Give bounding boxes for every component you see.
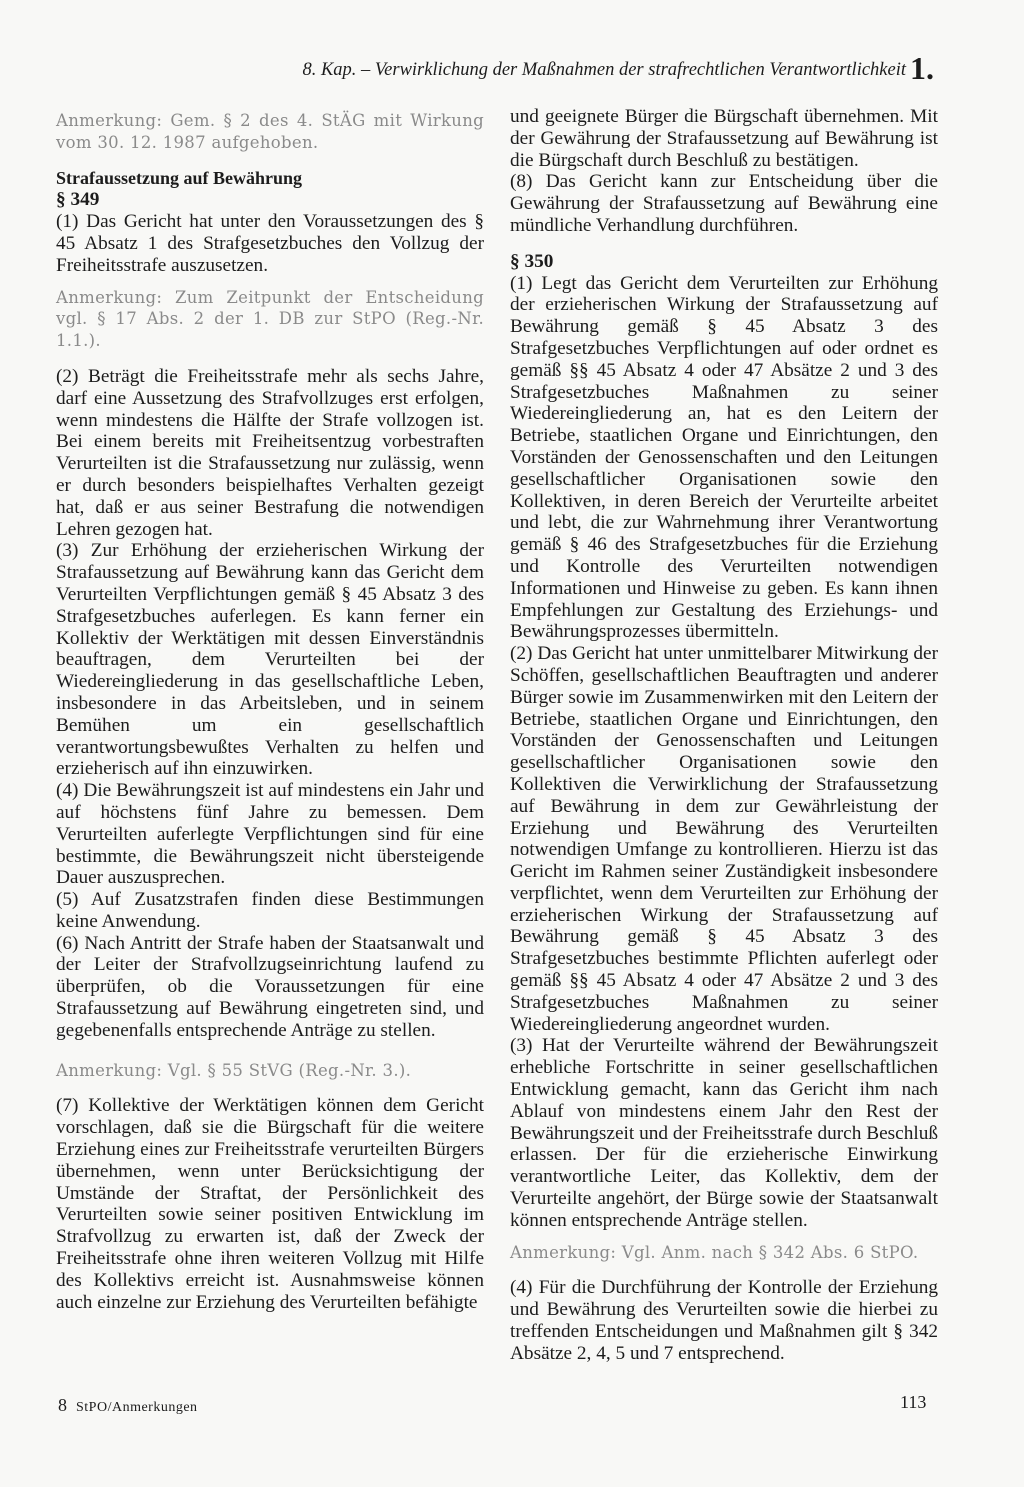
running-title: 8. Kap. – Verwirklichung der Maßnahmen der strafrechtlichen Verantwortlichkeit xyxy=(302,60,906,80)
annotation-note: Anmerkung: Vgl. § 55 StVG (Reg.-Nr. 3.). xyxy=(56,1060,412,1080)
paragraph-349-6: (6) Nach Antritt der Strafe haben der Staatsanwalt und der Leiter der Strafvollzugseinrichtung laufend zu überprüfen, ob die Voraussetzungen für eine Strafaussetzung auf Bewährung eingetreten sind, und gegebenenfalls entsprechende Anträge zu stellen. xyxy=(56,932,484,1041)
signature-text: StPO/Anmerkungen xyxy=(76,1400,198,1415)
paragraph-349-3: (3) Zur Erhöhung der erzieherischen Wirkung der Strafaussetzung auf Bewährung kann das Gericht dem Verurteilten Verpflichtungen gemäß § 45 Absatz 3 des Strafgesetzbuches auferlegen. Es kann ferner ein Kollektiv der Werktätigen mit dessen Einverständnis beauftragen, dem Verurteilten bei der Wiedereingliederung in das gesellschaftliche Leben, insbesondere in das Arbeitsleben, und in seinem Bemühen um ein gesellschaftlich verantwortungsbewußtes Verhalten zu helfen und erzieherisch auf ihn einzuwirken. xyxy=(56,540,484,780)
annotation-note: Anmerkung: Vgl. Anm. nach § 342 Abs. 6 StPO. xyxy=(510,1242,919,1262)
paragraph-350-1: (1) Legt das Gericht dem Verurteilten zur Erhöhung der erzieherischen Wirkung der Strafaussetzung auf Bewährung gemäß § 45 Absatz 3 des Strafgesetzbuches Verpflichtungen auf oder ordnet es gemäß §§ 45 Absatz 4 oder 47 Absätze 2 und 3 des Strafgesetzbuches Maßnahmen zu seiner Wiedereingliederung an, hat es den Leitern der Betriebe, staatlichen Organe und Einrichtungen, den Vorständen der Genossenschaften und den Leitungen gesellschaftlicher Organisationen sowie den Kollektiven, in deren Bereich der Verurteilte arbeitet und lebt, die zur Wahrnehmung ihrer Verantwortung gemäß § 46 des Strafgesetzbuches für die Erziehung und Kontrolle des Verurteilten notwendigen Informationen und Hinweise zu geben. Es kann ihnen Empfehlungen zur Gestaltung des Erziehungs- und Bewährungsprozesses übermitteln. xyxy=(510,272,938,643)
paragraph-349-2: (2) Beträgt die Freiheitsstrafe mehr als sechs Jahre, darf eine Aussetzung des Strafvollzuges erst erfolgen, wenn mindestens die Hälfte der Strafe vollzogen ist. Bei einem bereits mit Freiheitsentzug vorbestraften Verurteilten ist die Strafaussetzung nur zulässig, wenn er durch besonders beispielhaftes Verhalten gezeigt hat, daß er aus seiner Bestrafung die notwendigen Lehren gezogen hat. xyxy=(56,365,484,540)
paragraph-349-8: (8) Das Gericht kann zur Entscheidung über die Gewährung der Strafaussetzung auf Bewährung eine mündliche Verhandlung durchführen. xyxy=(510,171,938,236)
left-column xyxy=(56,106,484,1313)
page-number: 113 xyxy=(900,1392,927,1412)
paragraph-349-7-continued: und geeignete Bürger die Bürgschaft übernehmen. Mit der Gewährung der Strafaussetzung auf Bewährung ist die Bürgschaft durch Beschluß zu bestätigen. xyxy=(510,106,938,171)
paragraph-350-2: (2) Das Gericht hat unter unmittelbarer Mitwirkung der Schöffen, gesellschaftlichen Beauftragten und anderer Bürger sowie im Zusammenwirken mit den Leitern der Betriebe, staatlichen Organe und Einrichtungen, den Vorständen der Genossenschaften und Leitungen gesellschaftlicher Organisationen sowie den Kollektiven die Verwirklichung der Strafaussetzung auf Bewährung in dem zur Gewährleistung der Erziehung und Bewährung des Verurteilten notwendigen Umfange zu kontrollieren. Hierzu ist das Gericht im Rahmen seiner Zuständigkeit insbesondere verpflichtet, wenn dem Verurteilten zur Erhöhung der erzieherischen Wirkung der Strafaussetzung auf Bewährung gemäß § 45 Absatz 3 des Strafgesetzbuches bestimmte Pflichten auferlegt oder gemäß §§ 45 Absatz 4 oder 47 Absätze 2 und 3 des Strafgesetzbuches Maßnahmen zu seiner Wiedereingliederung angeordnet wurden. xyxy=(510,643,938,1035)
section-number-350: § 350 xyxy=(510,250,554,272)
chapter-number: 1. xyxy=(910,50,934,86)
annotation-note: Anmerkung: Gem. § 2 des 4. StÄG mit Wirkung vom 30. 12. 1987 aufgehoben. xyxy=(56,111,484,152)
section-number-349: § 349 xyxy=(56,189,100,211)
signature-mark xyxy=(58,1395,198,1416)
annotation-note: Anmerkung: Zum Zeitpunkt der Entscheidung vgl. § 17 Abs. 2 der 1. DB zur StPO (Reg.-Nr. 1.1.). xyxy=(56,287,484,351)
paragraph-350-3: (3) Hat der Verurteilte während der Bewährungszeit erhebliche Fortschritte in seiner gesellschaftlichen Entwicklung gemacht, kann das Gericht ihm nach Ablauf von mindestens einem Jahr den Rest der Bewährungszeit und der Freiheitsstrafe durch Beschluß erlassen. Der für die erzieherische Einwirkung verantwortliche Leiter, das Kollektiv, dem der Verurteilte angehört, der Bürge sowie der Staatsanwalt können entsprechende Anträge stellen. xyxy=(510,1035,938,1231)
paragraph-349-1: (1) Das Gericht hat unter den Voraussetzungen des § 45 Absatz 1 des Strafgesetzbuches den Vollzug der Freiheitsstrafe auszusetzen. xyxy=(56,211,484,276)
right-column xyxy=(510,106,938,1365)
section-heading: Strafaussetzung auf Bewährung xyxy=(56,167,303,188)
paragraph-349-7: (7) Kollektive der Werktätigen können dem Gericht vorschlagen, daß sie die Bürgschaft für die weitere Erziehung eines zur Freiheitsstrafe verurteilten Bürgers übernehmen, wenn unter Berücksichtigung der Umstände der Straftat, der Persönlichkeit des Verurteilten sowie seiner positiven Entwicklung im Strafvollzug zu erwarten ist, daß der Zweck der Freiheitsstrafe ohne ihren weiteren Vollzug mit Hilfe des Kollektivs erreicht ist. Ausnahmsweise können auch einzelne zur Erziehung des Verurteilten befähigte xyxy=(56,1095,484,1313)
signature-number: 8 xyxy=(58,1395,67,1415)
paragraph-349-5: (5) Auf Zusatzstrafen finden diese Bestimmungen keine Anwendung. xyxy=(56,889,484,932)
paragraph-350-4: (4) Für die Durchführung der Kontrolle der Erziehung und Bewährung des Verurteilten sowie die hierbei zu treffenden Entscheidungen und Maßnahmen gilt § 342 Absätze 2, 4, 5 und 7 entsprechend. xyxy=(510,1277,938,1364)
paragraph-349-4: (4) Die Bewährungszeit ist auf mindestens ein Jahr und auf höchstens fünf Jahre zu bemessen. Dem Verurteilten auferlegte Verpflichtungen sind für eine bestimmte, die Bewährungszeit nicht übersteigende Dauer auszusprechen. xyxy=(56,780,484,889)
